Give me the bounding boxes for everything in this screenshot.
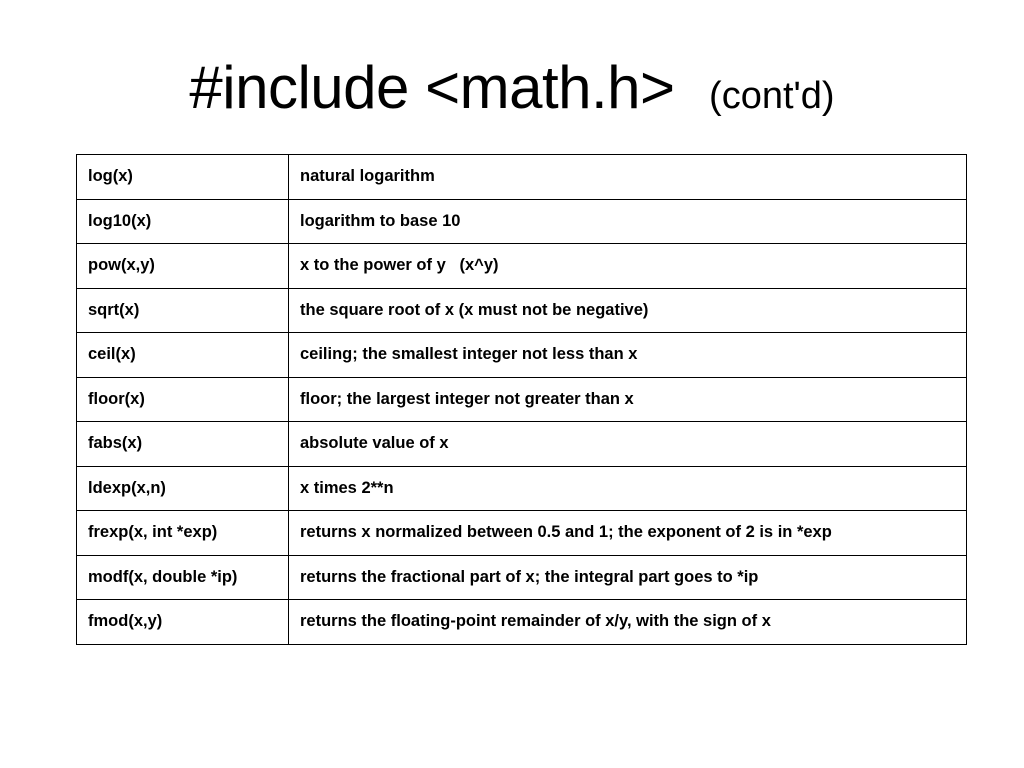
function-description-cell: returns the fractional part of x; the integral part goes to *ip xyxy=(289,555,967,600)
function-name-cell: floor(x) xyxy=(77,377,289,422)
function-name-cell: log(x) xyxy=(77,155,289,200)
function-description-cell: natural logarithm xyxy=(289,155,967,200)
math-functions-table xyxy=(76,154,967,645)
table-row xyxy=(77,199,967,244)
function-name-cell: fmod(x,y) xyxy=(77,600,289,645)
function-description-cell: returns x normalized between 0.5 and 1; the exponent of 2 is in *exp xyxy=(289,511,967,556)
slide-title xyxy=(0,54,1024,121)
table-row xyxy=(77,511,967,556)
table-row xyxy=(77,288,967,333)
function-description-cell: returns the floating-point remainder of x/y, with the sign of x xyxy=(289,600,967,645)
table-row xyxy=(77,422,967,467)
function-description-cell: x times 2**n xyxy=(289,466,967,511)
function-name-cell: ldexp(x,n) xyxy=(77,466,289,511)
table-row xyxy=(77,466,967,511)
function-name-cell: fabs(x) xyxy=(77,422,289,467)
function-name-cell: modf(x, double *ip) xyxy=(77,555,289,600)
function-description-cell: absolute value of x xyxy=(289,422,967,467)
function-name-cell: frexp(x, int *exp) xyxy=(77,511,289,556)
table-row xyxy=(77,555,967,600)
title-subtitle: (cont'd) xyxy=(709,75,835,117)
function-description-cell: ceiling; the smallest integer not less than x xyxy=(289,333,967,378)
function-name-cell: sqrt(x) xyxy=(77,288,289,333)
function-description-cell: floor; the largest integer not greater than x xyxy=(289,377,967,422)
table-row xyxy=(77,377,967,422)
function-name-cell: pow(x,y) xyxy=(77,244,289,289)
function-description-cell: x to the power of y (x^y) xyxy=(289,244,967,289)
table-row xyxy=(77,333,967,378)
title-main: #include <math.h> xyxy=(189,54,675,121)
function-name-cell: log10(x) xyxy=(77,199,289,244)
function-description-cell: logarithm to base 10 xyxy=(289,199,967,244)
function-name-cell: ceil(x) xyxy=(77,333,289,378)
table-row xyxy=(77,155,967,200)
table-row xyxy=(77,244,967,289)
table-row xyxy=(77,600,967,645)
function-description-cell: the square root of x (x must not be negative) xyxy=(289,288,967,333)
